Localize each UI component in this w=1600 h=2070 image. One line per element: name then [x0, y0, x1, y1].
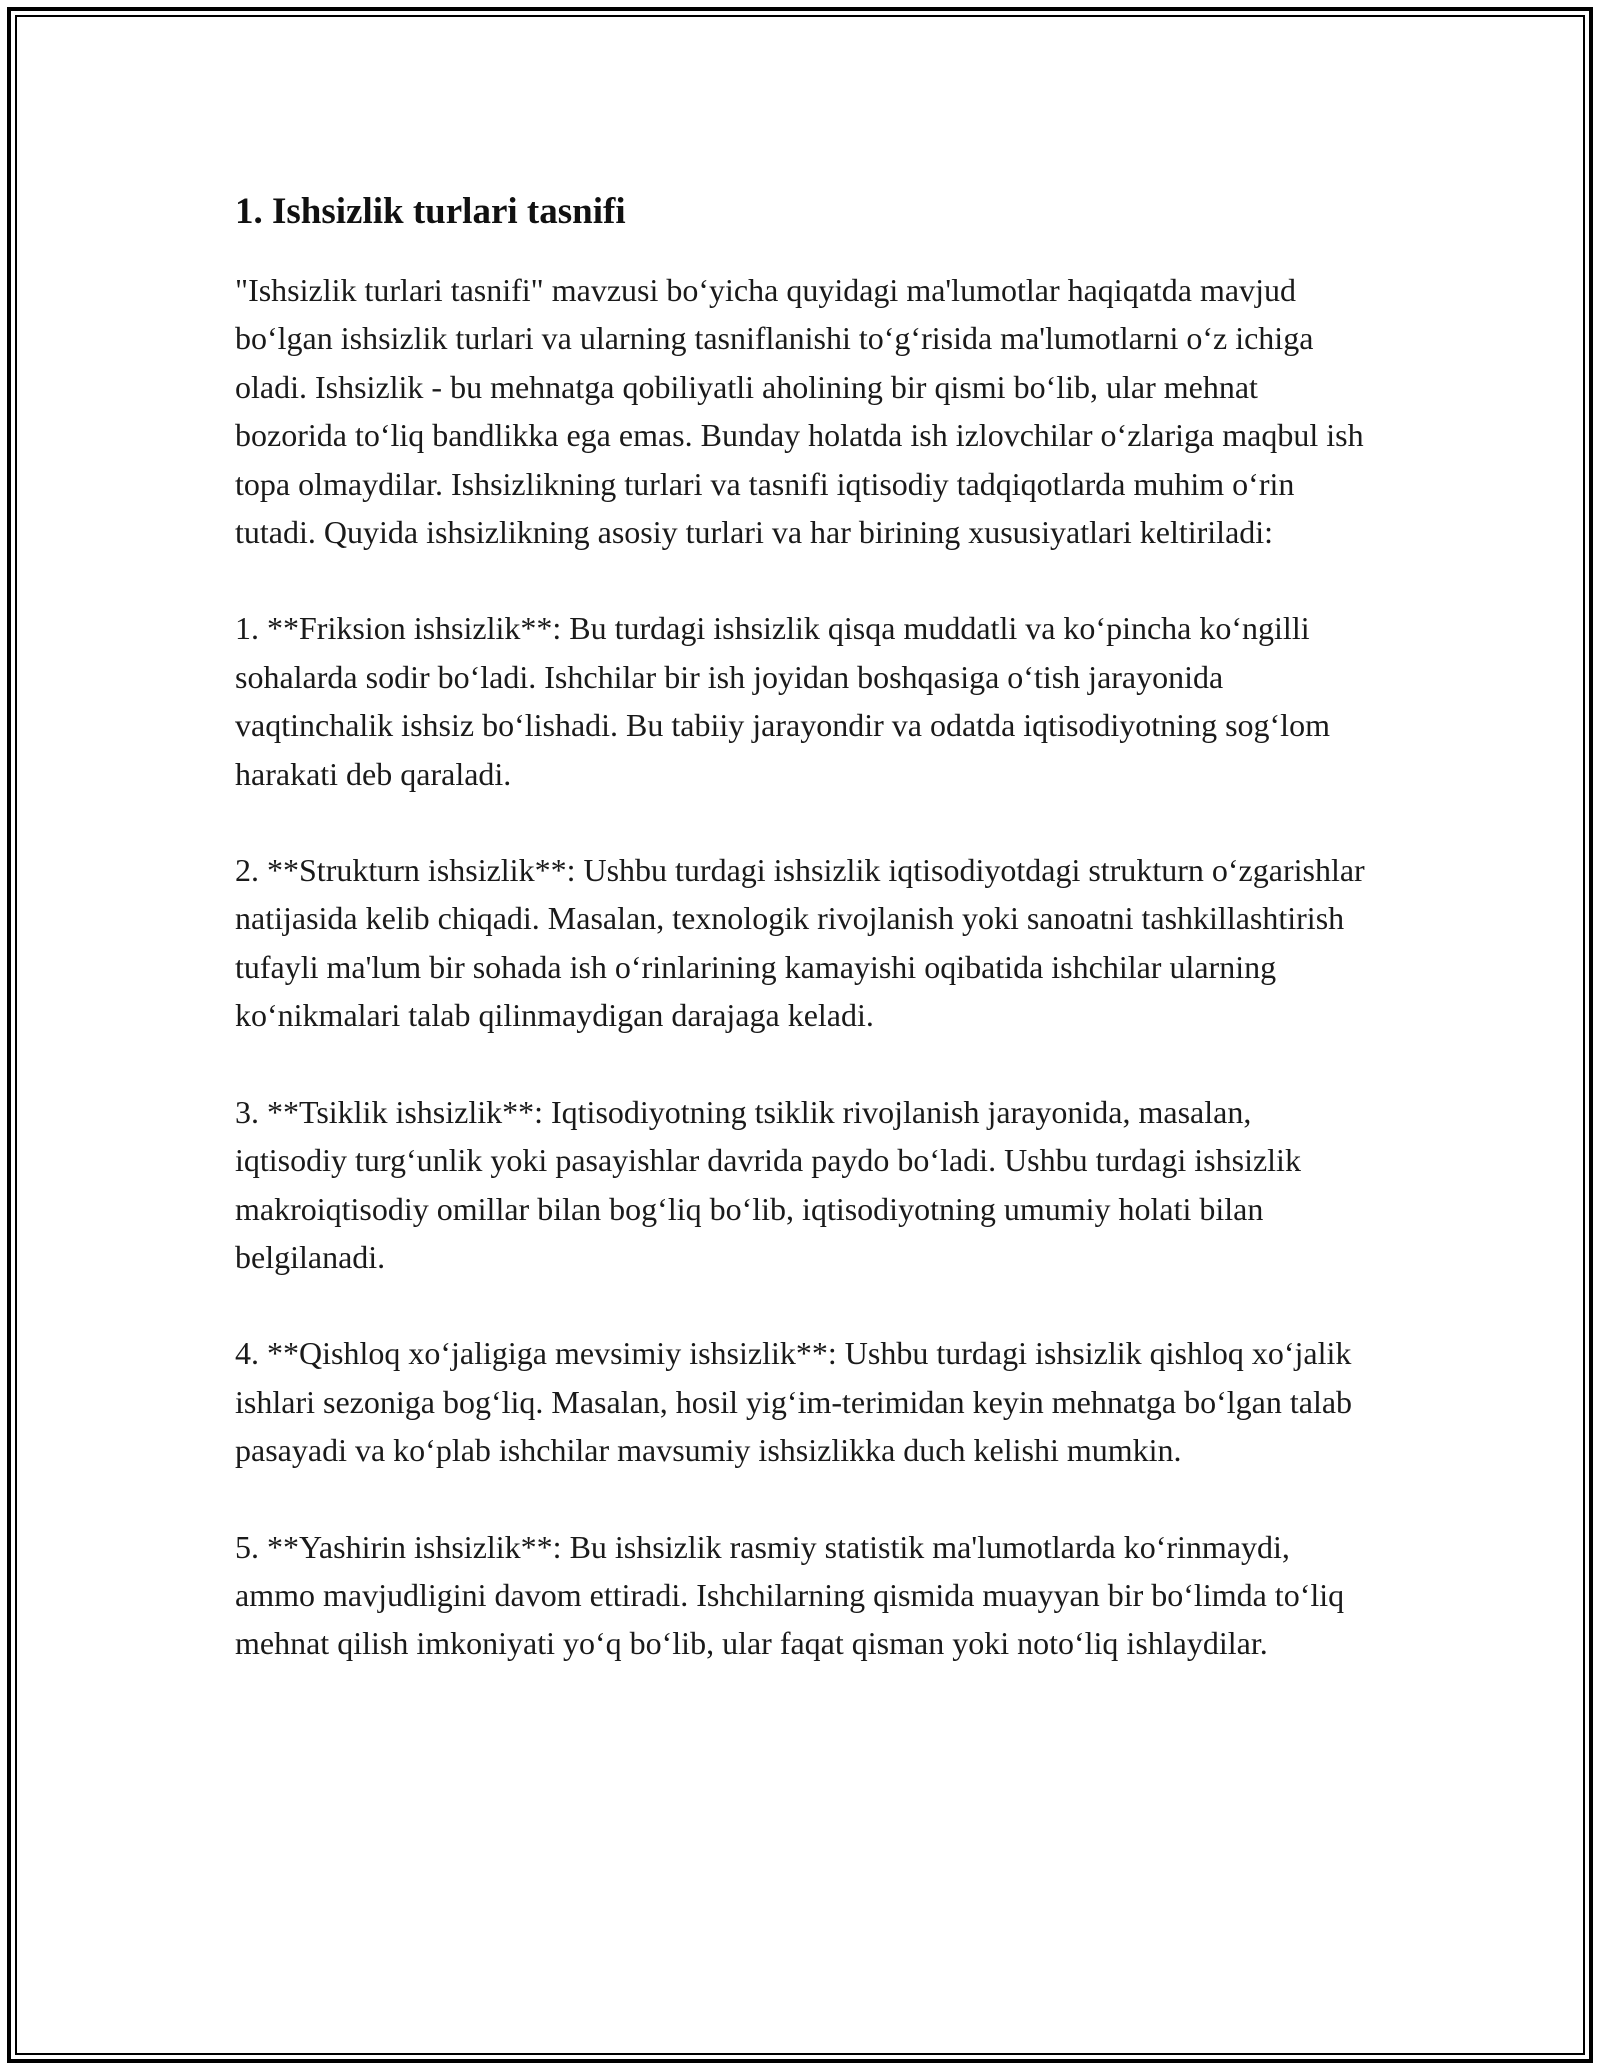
list-item-seasonal: 4. **Qishloq xo‘jaligiga mevsimiy ishsizlik**: Ushbu turdagi ishsizlik qishloq xo‘jalik ishlari sezoniga bog‘liq. Masalan, hosil yig‘im-terimidan keyin mehnatga bo‘lgan talab pasayadi va ko‘plab ishchilar mavsumiy ishsizlikka duch kelishi mumkin.	[235, 1335, 1353, 1469]
document-title: 1. Ishsizlik turlari tasnifi	[235, 191, 626, 232]
document-body	[235, 188, 1365, 1716]
list-item-structural: 2. **Strukturn ishsizlik**: Ushbu turdagi ishsizlik iqtisodiyotdagi strukturn o‘zgarishlar natijasida kelib chiqadi. Masalan, texnologik rivojlanish yoki sanoatni tashkillashtirish tufayli ma'lum bir sohada ish o‘rinlarining kamayishi oqibatida ishchilar ularning ko‘nikmalari talab qilinmaydigan darajaga keladi.	[235, 852, 1365, 1034]
intro-paragraph: "Ishsizlik turlari tasnifi" mavzusi bo‘yicha quyidagi ma'lumotlar haqiqatda mavjud bo‘lgan ishsizlik turlari va ularning tasniflanishi to‘g‘risida ma'lumotlarni o‘z ichiga oladi. Ishsizlik - bu mehnatga qobiliyatli aholining bir qismi bo‘lib, ular mehnat bozorida to‘liq bandlikka ega emas. Bunday holatda ish izlovchilar o‘zlariga maqbul ish topa olmaydilar. Ishsizlikning turlari va tasnifi iqtisodiy tadqiqotlarda muhim o‘rin tutadi. Quyida ishsizlikning asosiy turlari va har birining xususiyatlari keltiriladi:	[235, 272, 1364, 551]
list-item-hidden: 5. **Yashirin ishsizlik**: Bu ishsizlik rasmiy statistik ma'lumotlarda ko‘rinmaydi, ammo mavjudligini davom ettiradi. Ishchilarning qismida muayyan bir bo‘limda to‘liq mehnat qilish imkoniyati yo‘q bo‘lib, ular faqat qisman yoki noto‘liq ishlaydilar.	[235, 1528, 1345, 1662]
list-item-frictional: 1. **Friksion ishsizlik**: Bu turdagi ishsizlik qisqa muddatli va ko‘pincha ko‘ngilli sohalarda sodir bo‘ladi. Ishchilar bir ish joyidan boshqasiga o‘tish jarayonida vaqtinchalik ishsiz bo‘lishadi. Bu tabiiy jarayondir va odatda iqtisodiyotning sog‘lom harakati deb qaraladi.	[235, 610, 1330, 792]
list-item-cyclical: 3. **Tsiklik ishsizlik**: Iqtisodiyotning tsiklik rivojlanish jarayonida, masalan, iqtisodiy turg‘unlik yoki pasayishlar davrida paydo bo‘ladi. Ushbu turdagi ishsizlik makroiqtisodiy omillar bilan bog‘liq bo‘lib, iqtisodiyotning umumiy holati bilan belgilanadi.	[235, 1093, 1301, 1275]
